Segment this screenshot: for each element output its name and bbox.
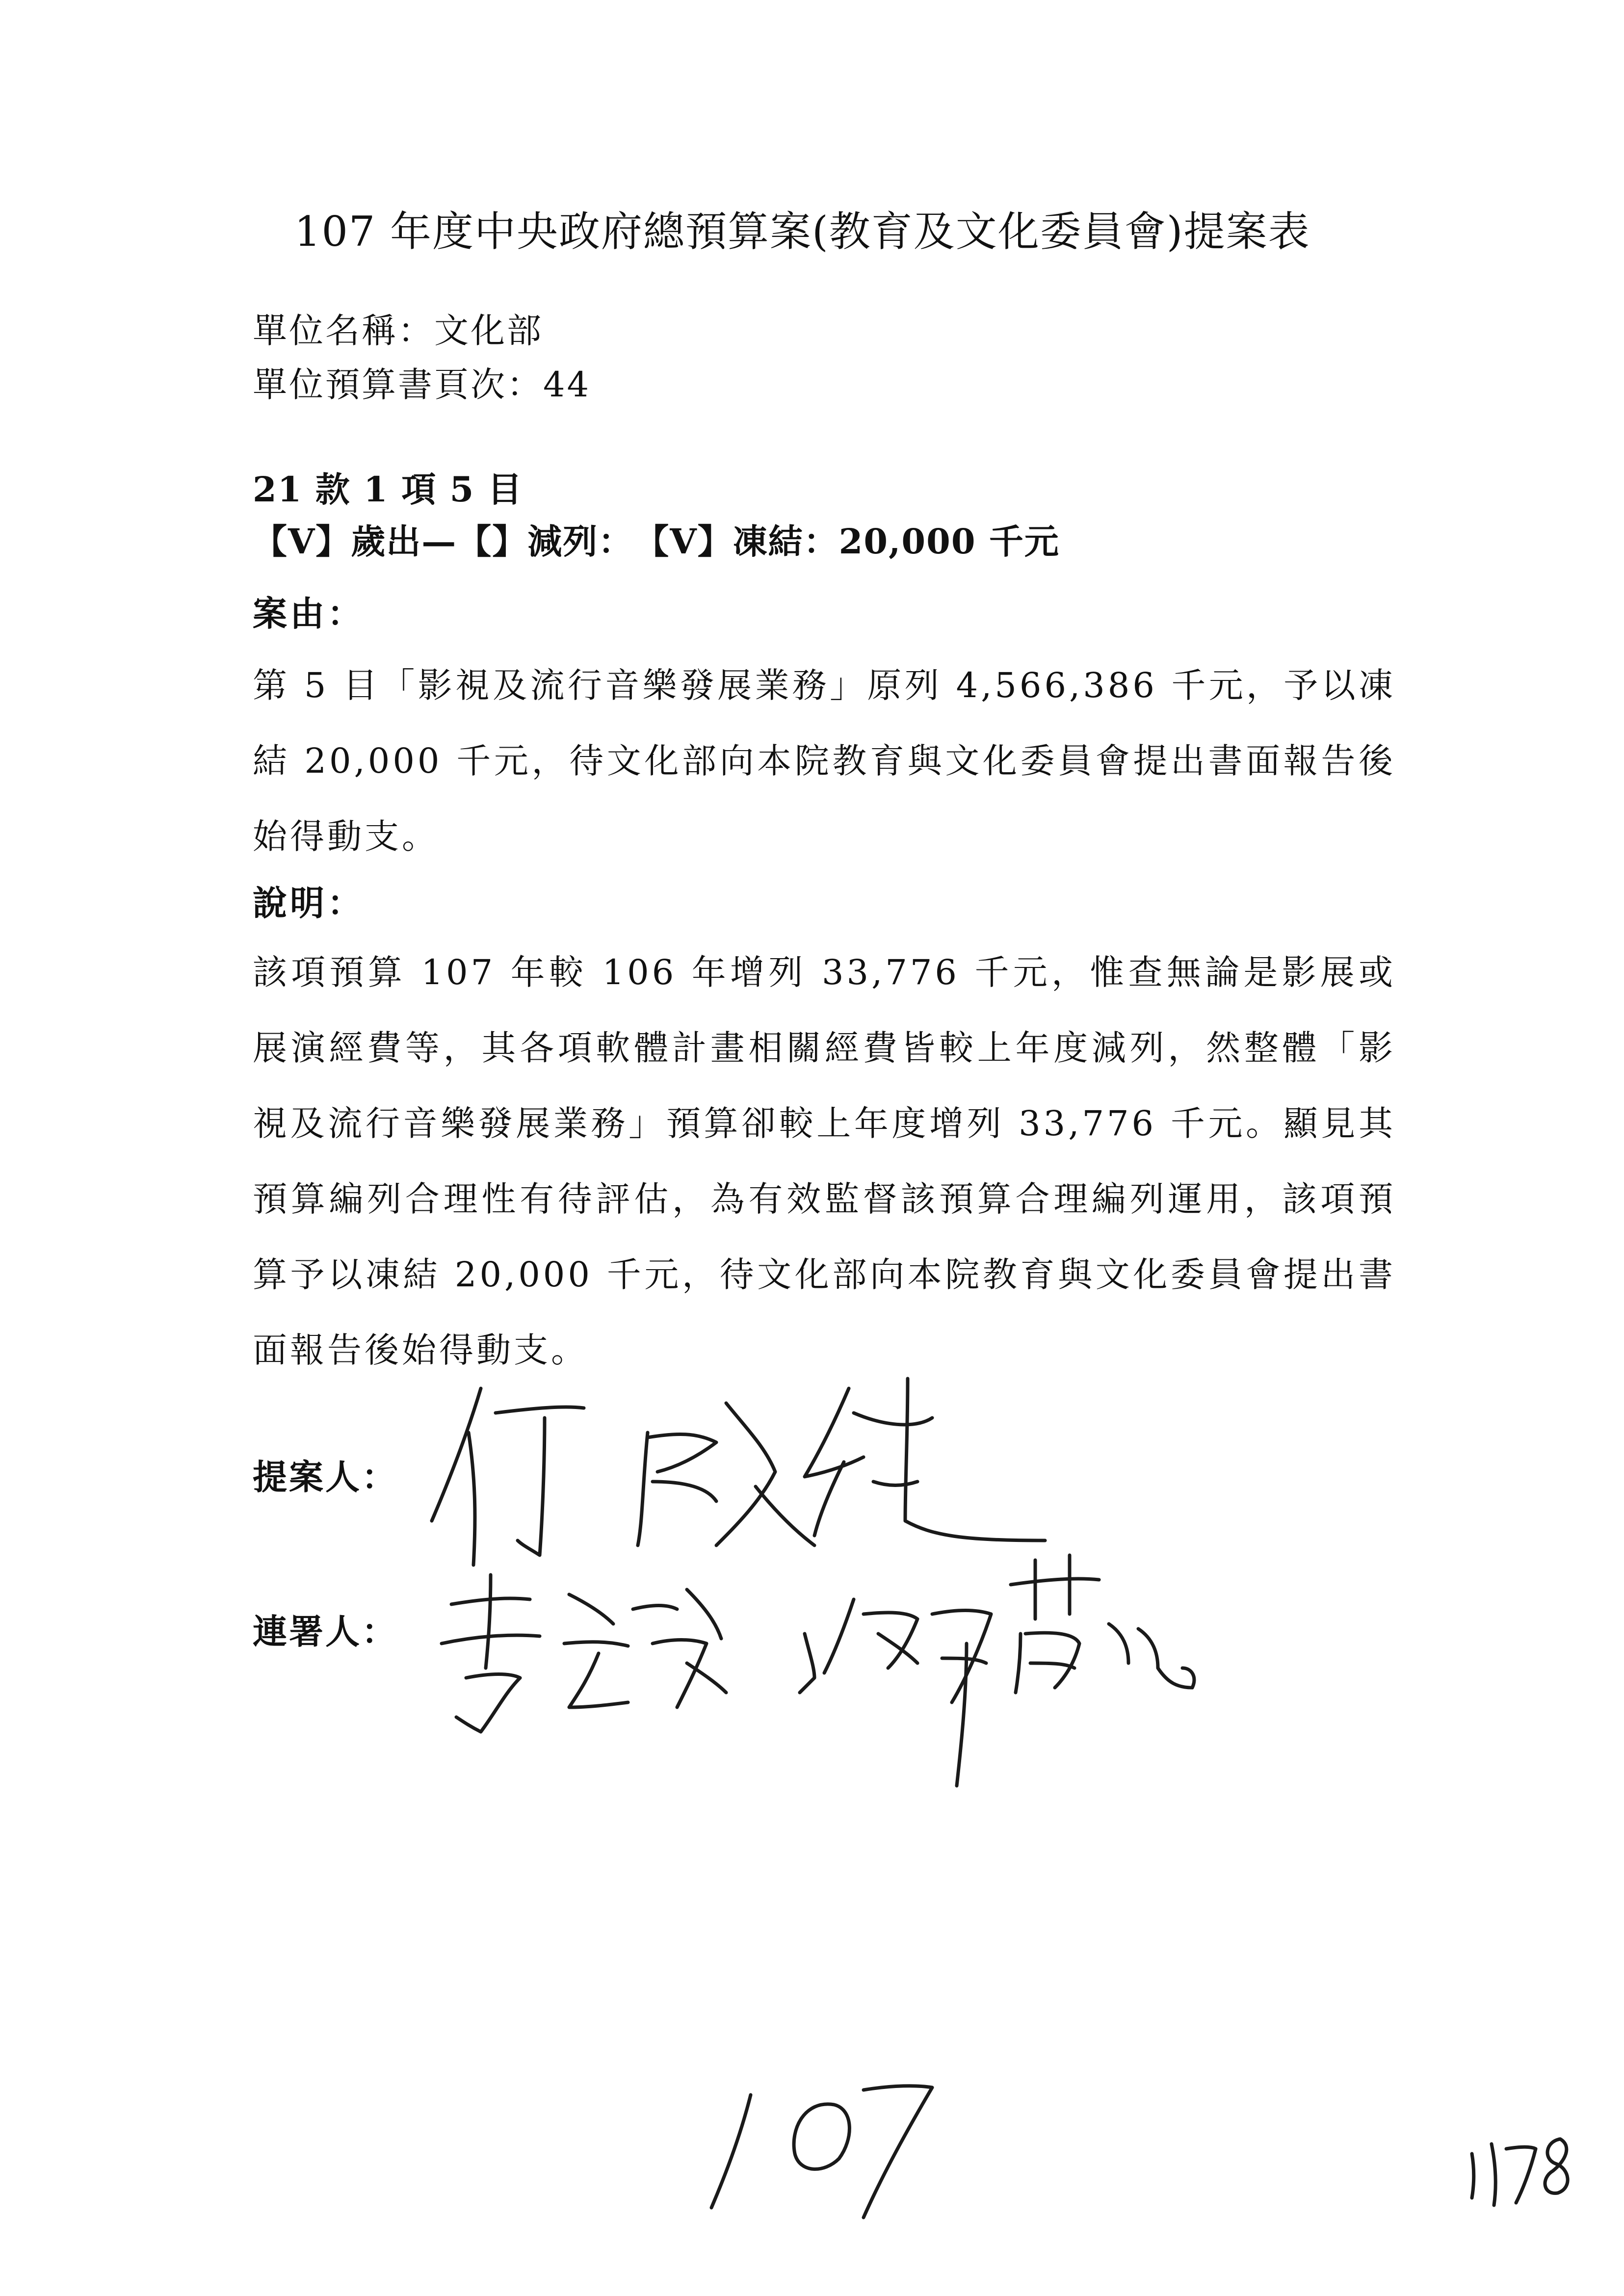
- explanation-heading: 說明：: [253, 883, 365, 923]
- reason-heading: 案由：: [253, 593, 365, 634]
- proposer-label: 提案人：: [253, 1457, 398, 1497]
- budget-item-reference: 21 款 1 項 5 目: [253, 469, 523, 510]
- unit-name: 單位名稱：文化部: [253, 311, 543, 351]
- cosigner-signatures: [422, 1531, 1256, 1805]
- handwritten-corner-note: [1462, 2124, 1590, 2213]
- budget-action-flags: 【V】歲出—【】減列： 【V】凍結：20,000 千元: [253, 521, 1060, 562]
- handwritten-page-number: [687, 2061, 962, 2237]
- reason-paragraph: 第 5 目「影視及流行音樂發展業務」原列 4,566,386 千元，予以凍結 20,000 千元，待文化部向本院教育與文化委員會提出書面報告後始得動支。: [253, 665, 1396, 857]
- cosigner-label: 連署人：: [253, 1611, 398, 1652]
- document-title: 107 年度中央政府總預算案(教育及文化委員會)提案表: [294, 208, 1310, 256]
- explanation-paragraph: 該項預算 107 年較 106 年增列 33,776 千元，惟查無論是影展或展演經費等，其各項軟體計畫相關經費皆較上年度減列，然整體「影視及流行音樂發展業務」預算卻較上年度增列 33,776 千元。顯見其預算編列合理性有待評估，為有效監督該預算合理編列運用，該項預算予以凍結 20,000 千元，待文化部向本院教育與文化委員會提出書面報告後始得動支。: [253, 952, 1396, 1370]
- budget-page-reference: 單位預算書頁次：44: [253, 365, 591, 405]
